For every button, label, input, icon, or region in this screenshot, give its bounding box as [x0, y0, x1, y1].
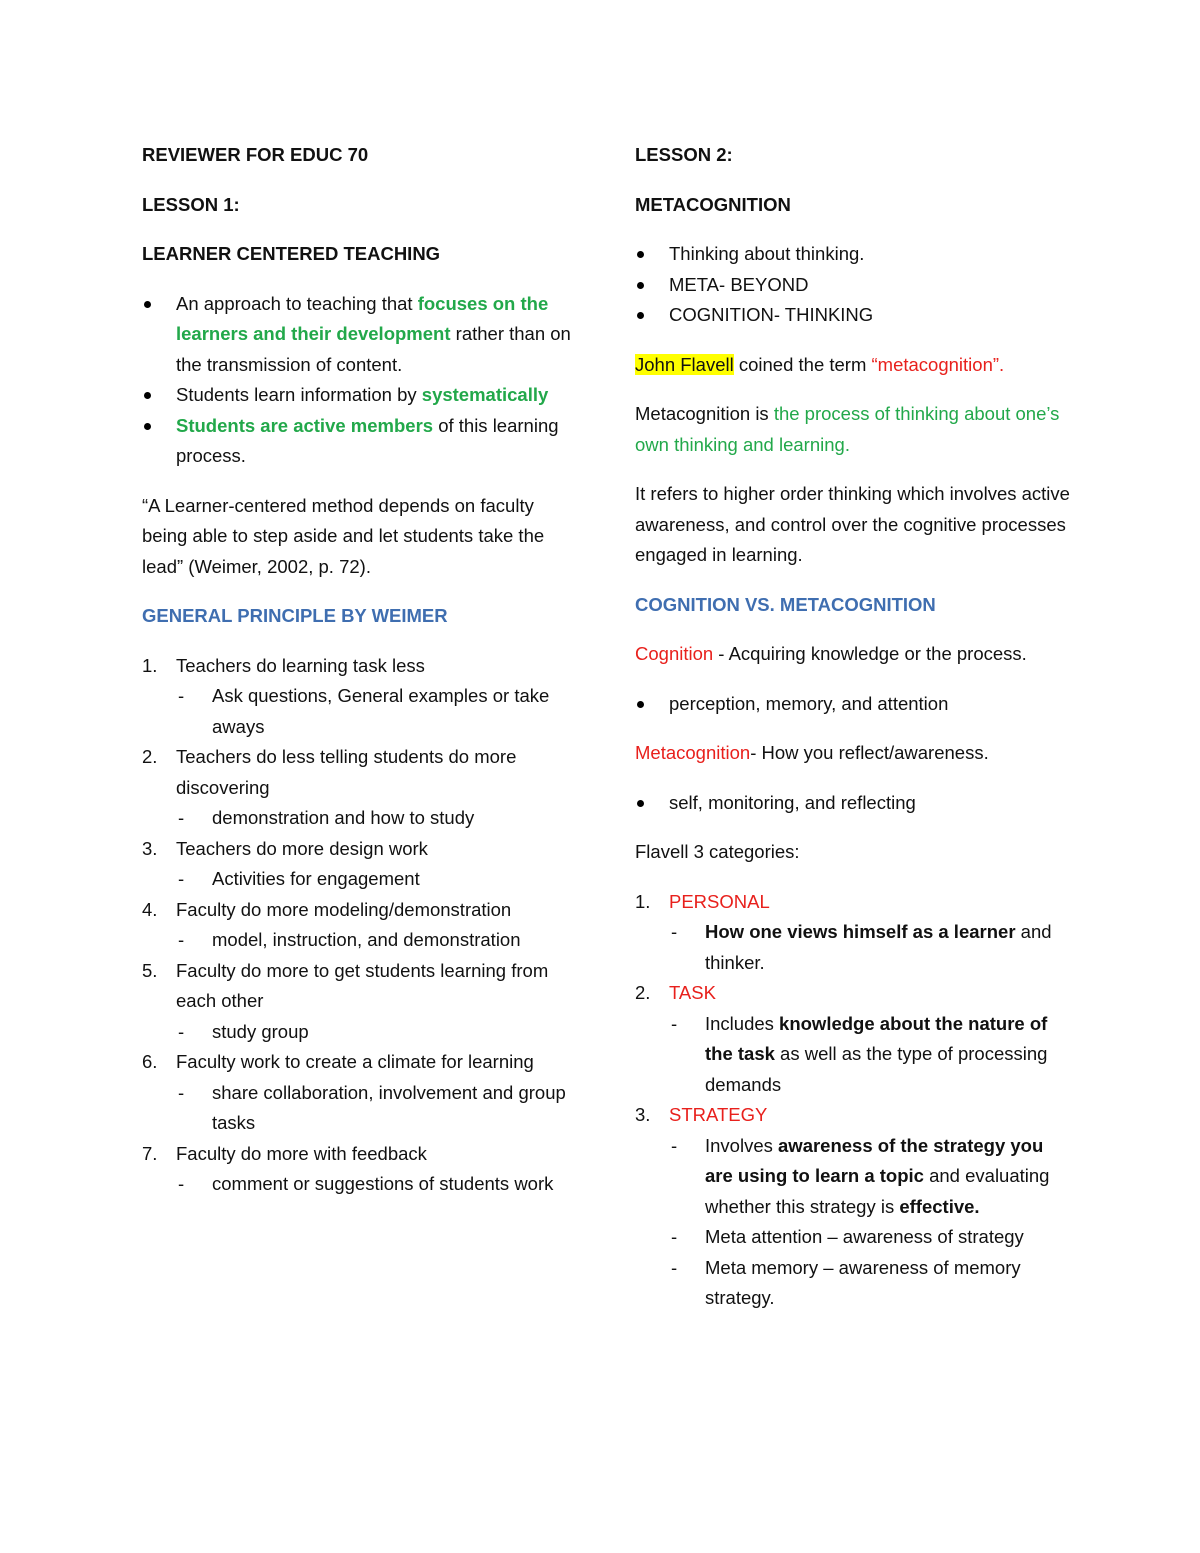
list-item: 1. PERSONAL - How one views himself as a learner and thinker.	[635, 887, 1075, 979]
lesson-1-label: LESSON 1:	[142, 193, 240, 215]
list-item: An approach to teaching that focuses on the learners and their development rather than on the transmission of content.	[142, 289, 572, 381]
sub-item: - Meta memory – awareness of memory strategy.	[669, 1253, 1075, 1314]
principles-list	[142, 651, 572, 1200]
list-item: 4. Faculty do more modeling/demonstration - model, instruction, and demonstration	[142, 895, 572, 956]
sub-item: - share collaboration, involvement and group tasks	[176, 1078, 572, 1139]
sub-item: - Includes knowledge about the nature of the task as well as the type of processing demands	[669, 1009, 1075, 1101]
document-title: REVIEWER FOR EDUC 70	[142, 144, 369, 165]
list-item: self, monitoring, and reflecting	[635, 788, 1075, 819]
sub-item: - Meta attention – awareness of strategy	[669, 1222, 1075, 1253]
list-item: COGNITION- THINKING	[635, 300, 1075, 331]
list-item: Students learn information by systematically	[142, 380, 572, 411]
metacognition-definition: Metacognition is the process of thinking about one’s own thinking and learning.	[635, 403, 1060, 455]
list-item: Students are active members of this learning process.	[142, 411, 572, 472]
lesson-1-topic: LEARNER CENTERED TEACHING	[142, 243, 441, 264]
lesson-1-bullets	[142, 289, 572, 472]
list-item: 7. Faculty do more with feedback - comment or suggestions of students work	[142, 1139, 572, 1200]
vs-heading: COGNITION VS. METACOGNITION	[635, 593, 936, 615]
list-item: perception, memory, and attention	[635, 689, 1075, 720]
refers-paragraph: It refers to higher order thinking which involves active awareness, and control over the cognitive processes engaged in learning.	[635, 483, 1070, 565]
list-item: 3. STRATEGY - Involves awareness of the strategy you are using to learn a topic and evaluating whether this strategy is effective. - Meta attention – awareness of strategy - Meta memory – awareness of memory strategy.	[635, 1100, 1075, 1314]
sub-item: - study group	[176, 1017, 572, 1048]
sub-item: - Involves awareness of the strategy you are using to learn a topic and evaluating whether this strategy is effective.	[669, 1131, 1075, 1223]
list-item: 6. Faculty work to create a climate for learning - share collaboration, involvement and group tasks	[142, 1047, 572, 1139]
sub-item: - Activities for engagement	[176, 864, 572, 895]
right-column	[635, 140, 1075, 1314]
list-item: 1. Teachers do learning task less - Ask questions, General examples or take aways	[142, 651, 572, 743]
lesson-2-bullets	[635, 239, 1075, 331]
cognition-line: Cognition - Acquiring knowledge or the process.	[635, 643, 1027, 664]
principles-heading: GENERAL PRINCIPLE BY WEIMER	[142, 605, 448, 626]
metacognition-line: Metacognition- How you reflect/awareness.	[635, 742, 989, 763]
lesson-2-topic: METACOGNITION	[635, 193, 791, 215]
sub-item: - How one views himself as a learner and thinker.	[669, 917, 1075, 978]
list-item: 3. Teachers do more design work - Activities for engagement	[142, 834, 572, 895]
sub-item: - demonstration and how to study	[176, 803, 572, 834]
list-item: 2. Teachers do less telling students do more discovering - demonstration and how to study	[142, 742, 572, 834]
categories-list	[635, 887, 1075, 1314]
metacognition-bullets	[635, 788, 1075, 819]
sub-item: - comment or suggestions of students work	[176, 1169, 572, 1200]
sub-item: - model, instruction, and demonstration	[176, 925, 572, 956]
cognition-bullets	[635, 689, 1075, 720]
sub-item: - Ask questions, General examples or take aways	[176, 681, 572, 742]
list-item: 2. TASK - Includes knowledge about the nature of the task as well as the type of processing demands	[635, 978, 1075, 1100]
list-item: META- BEYOND	[635, 270, 1075, 301]
left-column	[142, 140, 572, 1200]
categories-heading: Flavell 3 categories:	[635, 841, 800, 862]
weimer-quote: “A Learner-centered method depends on faculty being able to step aside and let students take the lead” (Weimer, 2002, p. 72).	[142, 494, 545, 577]
flavell-statement: John Flavell coined the term “metacognition”.	[635, 353, 1005, 375]
list-item: Thinking about thinking.	[635, 239, 1075, 270]
lesson-2-label: LESSON 2:	[635, 144, 733, 165]
list-item: 5. Faculty do more to get students learning from each other - study group	[142, 956, 572, 1048]
